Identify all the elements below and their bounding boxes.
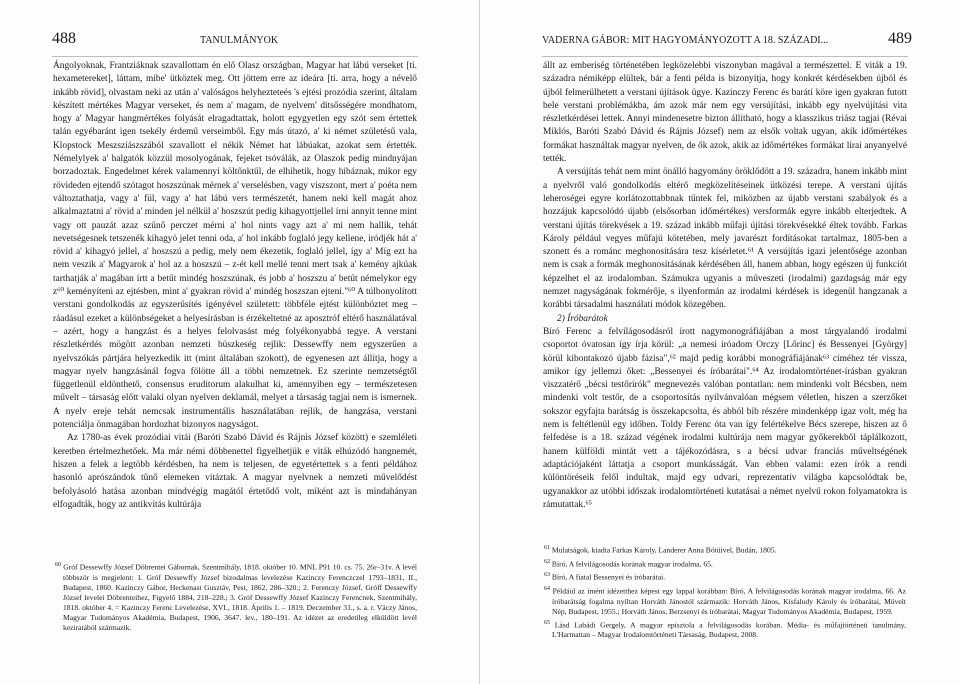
body-text	[543, 60, 907, 512]
page-number: 488	[52, 30, 76, 47]
running-head-rule	[542, 56, 908, 57]
footnote	[544, 584, 906, 617]
footnote-text: Gróf Dessewffy József Döbrentei Gábornak, Szentmihály, 1818. október 10. MNL P91 10. cs. 75. 26r–31v. A levél többször is megjelent: 1. Gróf Dessewffy József bizodalmas levelezése Kazinczy Ferenczczel 1793–1831, II., Budapest, 1860. Kazinczy Gábor, Heckenast Gusztáv, Pest, 1862, 286–320.; 2. Ferenczy József, Gróff Dessewffy József levelei Döbrenteihez, Figyelő 1884, 218–228.; 3. Gróf Dessewffy József Kazinczy Ferencnek, Szentmihály, 1818. október 4. = Kazinczy Ferenc Levelezése, XVI., 1818. Április 1. – 1819. Deczember 31., s. a. r. Váczy János, Magyar Tudományos Akadémia, Budapest, 1906, 3647. lev., 180–191. Az idézet az eredetileg elküldött levél keziratából származik.	[63, 562, 418, 633]
body-text	[53, 60, 417, 512]
footnote-number: 63	[544, 572, 550, 579]
footnote-number: 62	[544, 558, 550, 565]
running-head-rule	[52, 56, 418, 57]
footnotes	[544, 543, 906, 641]
footnote-text: Bíró, A fiatal Bessenyei és íróbarátai.	[551, 572, 666, 582]
paragraph: A versújítás tehát nem mint önálló hagyomány öröklődött a 19. századra, hanem inkább mint a nyelvről való gondolkodás eltérő megközelítéseinek ütközési terepe. A verstani újítás leheroségei egyre korlátozottabbnak tűntek fel, miközben az újabb verstani szabályok és a hozzájuk kapcsolódó újabb (elsősorban időmértékes) versformák egyre inkább elterjedtek. A verstani újítás törekvések a 19. század inkább műfaji újítási törekvésekké éltek tovább. Farkas Károly például vegyes műfajú kötetében, mely javarészt fordításokat tartalmaz, 1805-ben a szonett és a románc meghonosítására tesz kísérletet.⁶¹ A versújítás igazi jelentősége azonban nem is csak a formák meghonosításának kérdésében áll, hanem abban, hogy egészen új funkciót képzelhet el az irodalomban. Számukra ugyanis a műveszeti (irodalmi) gazdagság már egy nemzet nagyságának fokmérője, s ilyenformán az irodalmi kérdések is idegenül hangzanak a korábbi társadalmi használati módok közegében.	[543, 167, 907, 311]
footnote	[544, 570, 906, 583]
section-heading: 2) Íróbarátok	[557, 313, 608, 324]
footnotes	[55, 560, 417, 634]
footnote	[544, 543, 906, 556]
page-number: 489	[888, 30, 912, 47]
paragraph: Az 1780-as évek prozódiai vitái (Baróti Szabó Dávid és Rájnis József között) e szemléleti keretben értelmezhetőek. Ma már némi döbbenettel figyelhetjük e viták elhúzódó hangnemét, hiszen a felek a legtöbb kérdésben, ha nem is teljesen, de egyetértettek s a fenti példához hasonló aprószándok tűnő elemeken vitáztak. A magyar nyelvnek a nemzeti művelődést befolyásoló hatása azonban mindvégig magától értetődő volt, miként azt is mindahányan elfogadták, hogy az antikvitás kultúrája	[53, 433, 417, 510]
footnote-number: 60	[55, 562, 61, 568]
footnote-number: 64	[544, 585, 550, 592]
footnote-text: Például az imént idézetthez képest egy lappal korábban: Bíró, A felvilágosodás korának magyar irodalma, 66. Az íróbarátság fogalma nyíltan Horváth Jánostól származik: Horváth János, Kisfaludy Károly és íróbarátai, Müvelt Nép, Budapest, 1955.; Horváth János, Berzsenyi és íróbarátai, Magyar Tudományos Akadémia, Budapest, 1959.	[552, 586, 906, 616]
paragraph: állt az emberiség történetében legközelebbi viszonyban magával a természettel. E viták a 19. századra némiképp elültek, bár a fenti példa is bizonyítja, hogy konkrét kérdésekben újból és újból felmerülhetett a verstani újítások ügye. Kazinczy Ferenc és barátí köre igen gyakran futott bele verstani problémákba, ám azok már nem egy versújítási, inkább egy nyelvújítási vita részletkérdései lettek. Annyi mindenesetre bizton állítható, hogy a klasszikus triász tagjai (Révai Miklós, Baróti Szabó Dávid és Rájnis József) nem az elsők voltak ugyan, akik időmértékes formákat használtak magyar nyelven, de ők azok, akik az időmértékes formákat lírai anyanyelvé tették.	[543, 61, 907, 165]
paragraph: Ángolyoknak, Frantziáknak szavallottam én elő Olasz országban, Magyar hat lábú verseket [ti. hexametereket], láttam, mibe' ütköztek meg. Ott jöttem erre az ideára [ti. arra, hogy a névelő inkább rövid], olvastam neki az után a' valóságos helyhezteteés 's ejtési prozódia szerint, általam készített mértékes Magyar verseket, és nem a' magam, de nyelvem' ditsősségére mondhatom, hogy a' Magyar hangmértékes folyását elragadtattak, holott egygyetlen egy szót sem értettek talán egyébaránt igen tsekély érdemű verseimből. Egy más útazó, a' ki német születésű vala, Klopstock Meszsziászszából szavallott el nékik Német hat lábúakat, azokat sem értették. Némelylyek a' halgatók közzül mosolyogának, fejeket tsóválák, az Olaszok pedig mindnyájan borzadoztak. Engedelmet kérek valamennyi költőnktűl, de elhihetik, hogy hibáznak, mikor egy rövideden ejtendő szótagot hoszszúnak mérnek a' verselésben, vagy viszszont, mert a' poéta nem változtathatja, vagy a' fül, vagy a' hat lábú vers természetét, hanem neki kell magát ahoz alkalmaztatni a' rövid a' minden jel nélkül a' hoszszút pedig kihagyottjellel írni annyit tenne mint vagy ott pauzát azaz szűnő perczet mérni a' hol nints vagy azt a' mi nem hallik, tehát nevetségesnek tetszenék kihagyó jelet tenni oda, a' hol inkább foglaló jegy kellene, iródjék hát a' rövid a' kihagyó jellel, a' hoszszú a pedig, mely nem ékezetik, foglaló jellel, így a' Míg ezt ha nem veszik a' Magyarok a' hol az a hoszszú – z-ét kell mellé tenni mert tsak a' kemény ajkúak tarthatják a' magában írtt a betűt mindég hoszszúnak, és jobb a' hoszszu a' betűt némelykor egy z⁶⁰ keményíteni az ejtésben, mint a' gyakran rövid a' mindég hoszszan ejteni."⁶⁰ A túlbonyolított verstani gondolkodás az egyszerűsítés igényével született: többféle ejtést különböztet meg – ráadásul ezeket a különbségeket a helyesírásban is érzékeltetné az aposztróf eltérő használatával – azért, hogy a hangzást és a helyes felolvasást még folyékonyabbá tegye. A verstani részletkérdés mögött azonban nemzeti büszkeség rejlik: Dessewffy nem egyszerűen a nyelvszókás pártjára helyezkedik itt (mint általában szokott), de egyenesen azt állítja, hogy a magyar nyelv hangzásánál fogva fölötte áll a többi nemzetnek. Ez szerinte nemzetségtől függetlenül eldönthető, consensus eruditorum alakulhat ki, amennyiben egy – természetesen művelt – társaság előtt valaki olyan nyelven deklamál, melyet a társaság tagjai nem is ismernek. A nyelv ereje tehát nemcsak instrumentális használatában rejlik, de hangzása, verstani potenciálja önmagában hordozhat bizonyos nagyságot.	[53, 61, 417, 431]
footnote	[544, 618, 906, 641]
right-page	[480, 0, 960, 684]
running-head: TANULMÁNYOK	[200, 35, 279, 46]
footnote	[544, 557, 906, 570]
footnote-text: Mulatságok, kiadta Farkas Károly, Landerer Anna Bötüivel, Budán, 1805.	[551, 545, 777, 555]
paragraph: Bíró Ferenc a felvilágosodásról írott nagymonográfiájában a most tárgyalandó irodalmi csoportot óvatosan így írja körül: „a nemesi íróadom Orczy [Lőrinc] és Bessenyei [György] körül kibontakozó újabb fázisa",⁶² majd pedig korábbi monográfiájának⁶³ címéhez tér vissza, amikor így jellemzi őket: „Bessenyei és íróbarátai".⁶⁴ Az irodalomtörténet-írásban gyakran viszzatérő „bécsi testőrírók" megnevezés valóban pontatlan: nem mindenki volt Bécsben, nem mindenki volt testőr, de a csoportosítás nyilvánvalóan mégsem véletlen, hiszen a szerzőket sokszor egyfajta barátság is összekapcsolta, és abból bib részére mindenképp igaz volt, még ha nem is feltétlenül egy időben. Toldy Ferenc óta van így felértékelve Bécs szerepe, hiszen az ő felfedése is a 18. század végének irodalmi kultúrája nem magyar győkerekből táplálkozott, hanem külföldi mintát vett a tájékozódásra, s a bécsi udvar franciás műveltségének adaptációjaként láttatja a csoport munkásságát. Van ebben valami: ezen írók a rendi különtöréseik felől indultak, majd egy udvari, reprezentatív világba kapcsolódtak be, ugyanakkor az utóbbi időszak irodalomtörténeti kutatásai a német nyelvű rokon folyamatokra is rámutattak.⁶⁵	[543, 326, 907, 510]
footnote-number: 65	[544, 619, 550, 626]
footnote-text: Bíró, A felvilágosodás korának magyar irodalma, 65.	[551, 559, 713, 569]
footnote	[55, 560, 417, 633]
footnote-text: Lásd Labádi Gergely, A magyar episztola a felvilágosodás korában. Média- és műfajtörténeti tanulmány, L'Harmattan – Magyar Irodalomtörténeti Társaság, Budapest, 2008.	[552, 620, 906, 640]
running-head: VADERNA GÁBOR: MIT HAGYOMÁNYOZOTT A 18. SZÁZADI...	[542, 35, 829, 46]
footnote-number: 61	[544, 545, 550, 551]
